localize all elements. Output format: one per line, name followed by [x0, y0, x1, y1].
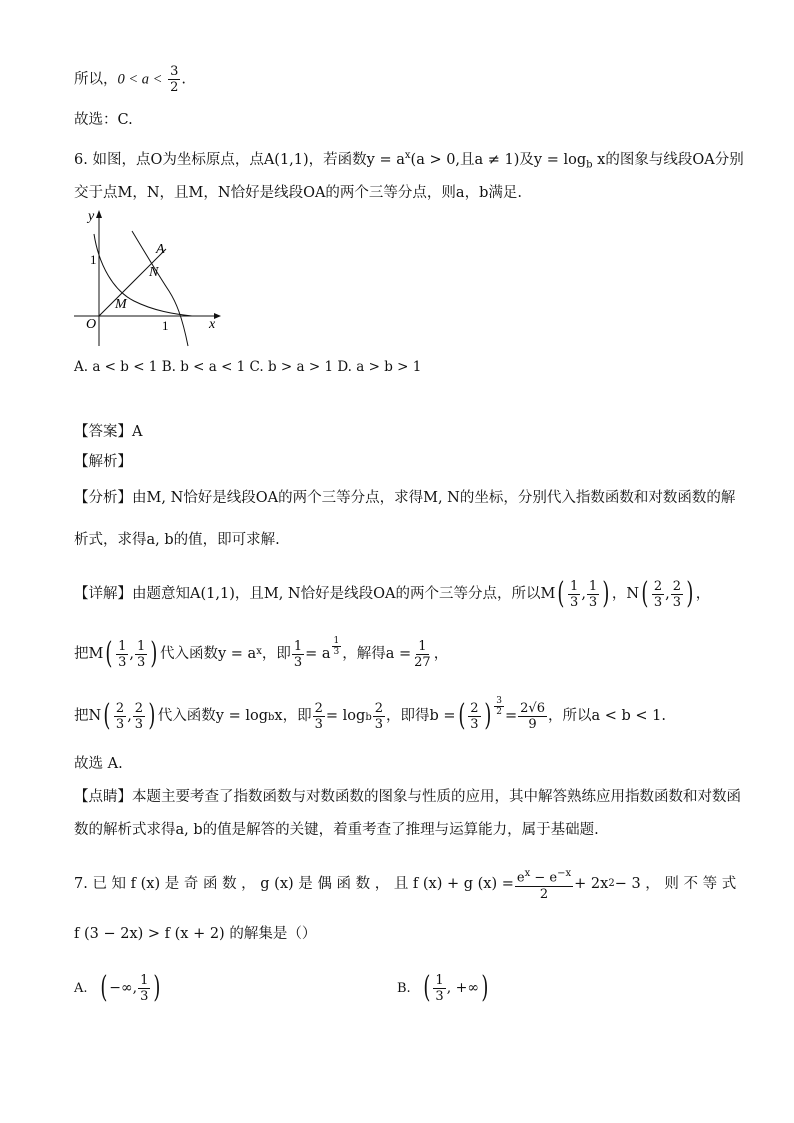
detail-line-1: 【详解】 由题意知A(1,1)，且M, N恰好是线段OA的两个三等分点，所以M ( $\frac{1}{3}$ , $\frac{1}{3}$ ) ，N ( $\frac{2}{3}$ , $\frac{2}{3}$ ) ，	[74, 576, 711, 611]
q6-stem-line-2: 交于点M，N，且M，N恰好是线段OA的两个三等分点，则a，b满足.	[74, 185, 522, 201]
label-x: x	[209, 317, 216, 332]
fenxi-line-2: 析式，求得a, b的值，即可求解.	[74, 532, 280, 548]
q6-options: A. a < b < 1 B. b < a < 1 C. b > a > 1 D. a > b > 1	[74, 359, 422, 375]
prev-result-line: 所以，0 < a < $\frac{3}{2}$ .	[74, 64, 186, 95]
q7-option-a[interactable]: A. ( −∞, $\frac{1}{3}$ )	[74, 970, 161, 1005]
q6-figure	[74, 206, 234, 356]
dianjing-line-1: 【点睛】本题主要考查了指数函数与对数函数的图象与性质的应用，其中解答熟练应用指数函数和对数函	[74, 789, 741, 805]
label-one-x: 1	[162, 318, 169, 333]
label-o: O	[86, 317, 97, 332]
q6-stem-line-1: 6. 如图，点O为坐标原点，点A(1,1)，若函数$y = a^x(a > 0$,且a ≠ 1)及$y = \log_b x$的图象与线段OA分别	[74, 150, 744, 171]
analysis-tag: 【解析】	[74, 454, 132, 470]
detail-line-2: 把M ( $\frac{1}{3}$ , $\frac{1}{3}$ ) 代入函数y = a x ，即 $\frac{1}{3}$ = a $\frac{1}{3}$ ，解得a = $\frac{1}{27}$ ，	[74, 636, 449, 671]
label-y: y	[88, 209, 95, 224]
q7-stem-line-1: 7. 已 知 f (x) 是 奇 函 数 ， g (x) 是 偶 函 数 ， 且 f (x) + g (x) = $\frac{e^x - e^{-x}}{2}$ + 2x 2 − 3 ， 则 不 等 式	[74, 868, 737, 902]
q7-stem-line-2: f (3 − 2x) > f (x + 2) 的解集是（）	[74, 926, 317, 942]
label-a: A	[156, 242, 165, 257]
segment-oa	[99, 249, 166, 316]
q7-option-b[interactable]: B. ( $\frac{1}{3}$ , +∞ )	[397, 970, 489, 1005]
fenxi-line-1: 【分析】由M, N恰好是线段OA的两个三等分点，求得M, N的坐标，分别代入指数函数和对数函数的解	[74, 490, 736, 506]
dianjing-line-2: 数的解析式求得a, b的值是解答的关键，着重考查了推理与运算能力，属于基础题.	[74, 822, 599, 838]
detail-line-3: 把N ( $\frac{2}{3}$ , $\frac{2}{3}$ ) 代入函数y = log b x，即 $\frac{2}{3}$ = log b $\frac{2}{3}$ ，即得b = ( $\frac{2}{3}$ ) $\frac{3}{2}$ = $\frac{2√6}{9}$ ，所以a < b < 1.	[74, 696, 666, 733]
choice-line: 故选 A.	[74, 756, 123, 772]
exponential-curve	[94, 234, 192, 316]
label-one-y: 1	[90, 252, 97, 267]
answer-line: 【答案】A	[74, 424, 143, 440]
label-m: M	[115, 297, 127, 312]
y-axis-arrow	[96, 210, 102, 218]
label-n: N	[149, 265, 159, 280]
prev-choice-line: 故选：C.	[74, 112, 133, 128]
